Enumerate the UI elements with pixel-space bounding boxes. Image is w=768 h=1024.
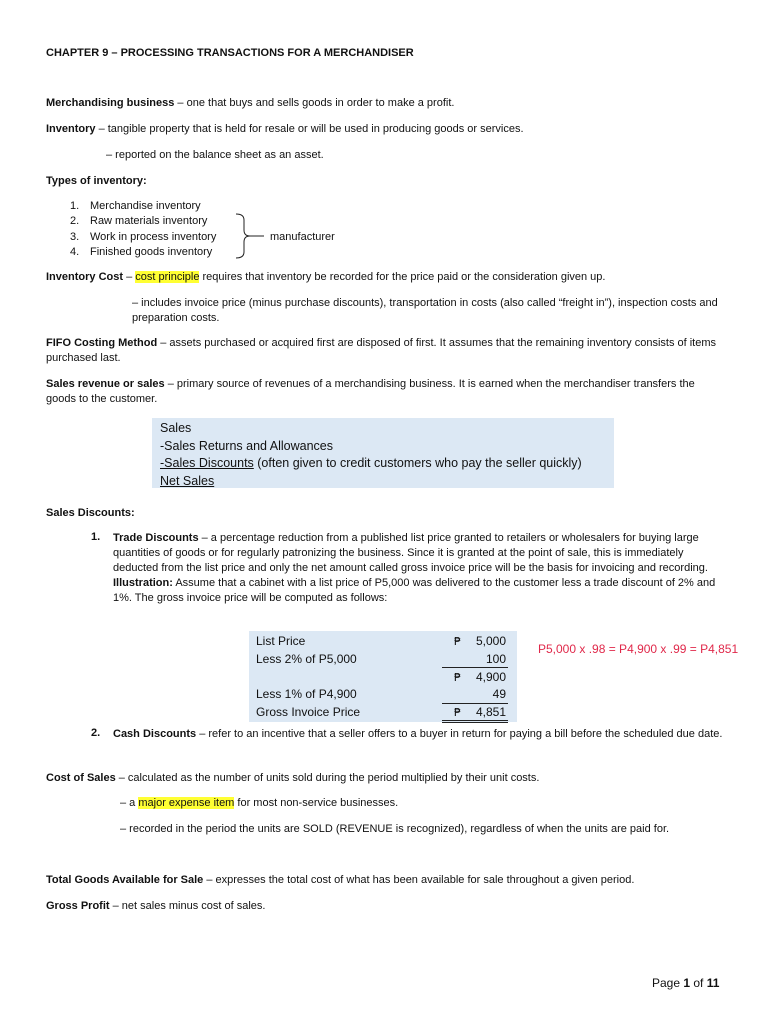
cash-discounts-def: – refer to an incentive that a seller offers to a buyer in return for paying a bill before the scheduled due date.	[196, 728, 723, 740]
fifo-term: FIFO Costing Method	[46, 337, 158, 349]
cash-discounts-term: Cash Discounts	[113, 728, 197, 740]
fifo-definition	[46, 336, 727, 366]
fifo-def: – assets purchased or acquired first are disposed of first. It assumes that the remaining inventory consists of items purchased last.	[46, 337, 717, 364]
cost-of-sales-note2: – recorded in the period the units are SOLD (REVENUE is recognized), regardless of when the units are paid for.	[120, 823, 670, 835]
list-number: 1.	[70, 200, 80, 212]
sales-discounts-heading: Sales Discounts:	[46, 507, 135, 519]
cash-discounts-item	[113, 727, 727, 742]
list-item: Raw materials inventory	[90, 215, 208, 227]
sales-revenue-def: – primary source of revenues of a merchandising business. It is earned when the merchandiser transfers the goods to the customer.	[46, 378, 695, 405]
net-sales-box	[152, 418, 614, 488]
table-row-label: Less 2% of P5,000	[256, 652, 357, 666]
gross-profit-term: Gross Profit	[46, 900, 110, 912]
list-item: Work in process inventory	[90, 231, 217, 243]
table-row-value: 5,000	[475, 634, 506, 648]
net-sales-line	[160, 473, 614, 491]
list-number: 1.	[91, 531, 101, 543]
merch-term: Merchandising business	[46, 97, 175, 109]
note-prefix: – a	[120, 797, 139, 809]
table-row-value: 4,851	[475, 705, 506, 719]
gross-profit-definition	[46, 900, 266, 912]
inventory-term: Inventory	[46, 123, 96, 135]
sales-discounts-underlined: -Sales Discounts	[160, 456, 254, 470]
inventory-cost-def: requires that inventory be recorded for the price paid or the consideration given up.	[199, 271, 606, 283]
cost-of-sales-term: Cost of Sales	[46, 772, 116, 784]
table-row-value: 4,900	[475, 670, 506, 684]
types-heading: Types of inventory:	[46, 175, 147, 187]
trade-discounts-term: Trade Discounts	[113, 532, 199, 544]
gross-profit-def: – net sales minus cost of sales.	[109, 900, 266, 912]
double-rule	[442, 720, 508, 721]
page-number: 1	[683, 976, 691, 990]
merch-def: – one that buys and sells goods in order to make a profit.	[174, 97, 455, 109]
table-row-label: Less 1% of P4,900	[256, 687, 357, 701]
inventory-cost-definition	[46, 271, 605, 283]
illustration-term: Illustration:	[113, 577, 173, 589]
table-row-value: 100	[485, 652, 506, 666]
inventory-cost-term: Inventory Cost	[46, 271, 124, 283]
peso-sign: ₱	[454, 671, 461, 684]
list-number: 2.	[70, 215, 80, 227]
peso-sign: ₱	[454, 635, 461, 648]
total-pages: 11	[706, 976, 720, 990]
table-row-value: 49	[492, 687, 506, 701]
sales-returns-line: -Sales Returns and Allowances	[160, 438, 334, 453]
page-word: Page	[652, 976, 684, 990]
of-word: of	[690, 976, 707, 990]
dash-separator: –	[123, 271, 136, 283]
sales-discounts-note: (often given to credit customers who pay the seller quickly)	[253, 456, 582, 470]
table-row-label: List Price	[256, 634, 306, 648]
page-footer	[652, 976, 719, 990]
cost-of-sales-definition	[46, 772, 539, 784]
inventory-note: – reported on the balance sheet as an asset.	[106, 149, 324, 161]
sales-discounts-line	[160, 455, 614, 473]
curly-brace-icon	[232, 212, 268, 260]
note-suffix: for most non-service businesses.	[234, 797, 399, 809]
list-number: 3.	[70, 231, 80, 243]
table-row-label: Gross Invoice Price	[256, 705, 361, 719]
sum-rule	[442, 703, 508, 704]
tgas-definition	[46, 874, 634, 886]
major-expense-highlight: major expense item	[138, 797, 235, 809]
illustration-def: Assume that a cabinet with a list price of P5,000 was delivered to the customer less a trade discount of 2% and 1%. The gross invoice price will be computed as follows:	[113, 577, 716, 604]
trade-discounts-def: – a percentage reduction from a published list price granted to retailers or wholesalers for buying large quantities of goods or for regularly patronizing the business. Since it is granted at the point of sale, this is immediately deducted from the list price and only the net amount called gross invoice price will be the basis for invoicing and recording.	[113, 532, 708, 574]
calculation-note: P5,000 x .98 = P4,900 x .99 = P4,851	[538, 642, 739, 656]
cost-of-sales-def: – calculated as the number of units sold during the period multiplied by their unit costs.	[115, 772, 540, 784]
cost-of-sales-note1	[120, 797, 398, 809]
sales-line: Sales	[160, 421, 192, 435]
merch-definition	[46, 97, 454, 109]
sales-revenue-term: Sales revenue or sales	[46, 378, 165, 390]
list-item: Finished goods inventory	[90, 246, 213, 258]
peso-sign: ₱	[454, 706, 461, 719]
list-number: 2.	[91, 727, 101, 739]
inventory-definition	[46, 123, 524, 135]
inventory-cost-note: – includes invoice price (minus purchase discounts), transportation in costs (also called “freight in”), inspection costs and preparation costs.	[132, 297, 718, 324]
list-number: 4.	[70, 246, 80, 258]
sales-revenue-definition	[46, 377, 727, 407]
sum-rule	[442, 667, 508, 668]
tgas-term: Total Goods Available for Sale	[46, 874, 204, 886]
trade-discounts-item	[113, 531, 727, 606]
net-sales-underlined: Net Sales	[160, 473, 215, 488]
gross-invoice-table	[249, 631, 517, 722]
double-rule	[442, 722, 508, 723]
inventory-def: – tangible property that is held for resale or will be used in producing goods or services.	[95, 123, 524, 135]
chapter-title: CHAPTER 9 – PROCESSING TRANSACTIONS FOR A MERCHANDISER	[46, 47, 414, 59]
manufacturer-label: manufacturer	[270, 231, 335, 243]
cost-principle-highlight: cost principle	[135, 271, 200, 283]
list-item: Merchandise inventory	[90, 200, 201, 212]
tgas-def: – expresses the total cost of what has been available for sale throughout a given period.	[203, 874, 635, 886]
